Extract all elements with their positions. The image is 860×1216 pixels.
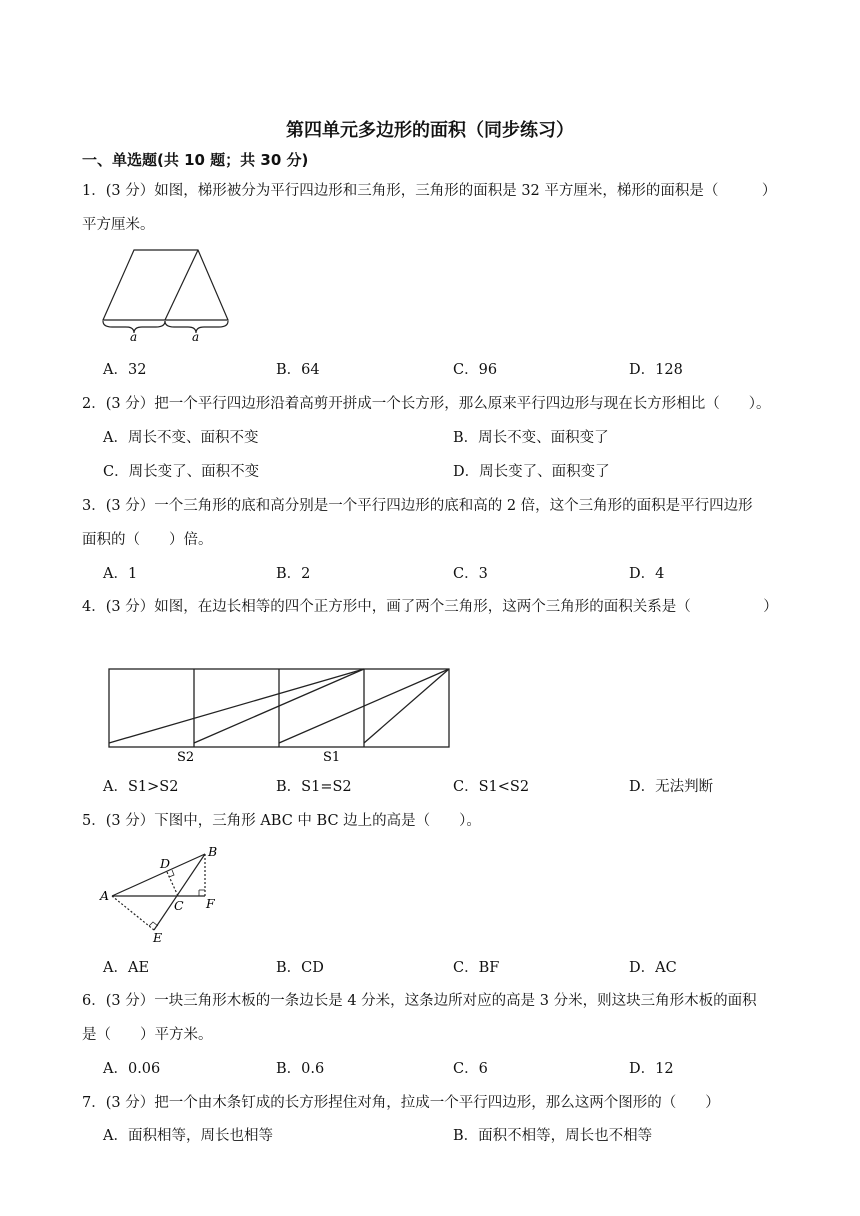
label-D: D [160, 856, 171, 871]
question-7-line-1: 7．(3 分）把一个由木条钉成的长方形捏住对角，拉成一个平行四边形，那么这两个图形的（ ） [82, 1095, 720, 1111]
question-5-line-1: 5．(3 分）下图中，三角形 ABC 中 BC 边上的高是（ ）。 [82, 813, 481, 829]
q4-option-a[interactable]: A．S1>S2 [103, 779, 179, 795]
q6-option-a[interactable]: A．0.06 [103, 1061, 161, 1077]
q7-option-b[interactable]: B．面积不相等，周长也不相等 [453, 1128, 653, 1144]
question-3-line-2: 面积的（ ）倍。 [82, 532, 213, 548]
q2-option-b[interactable]: B．周长不变、面积变了 [453, 430, 609, 446]
q1-option-b[interactable]: B．64 [276, 362, 320, 378]
q5-option-a[interactable]: A．AE [103, 960, 150, 976]
label-C: C [174, 898, 184, 913]
height-ae [112, 896, 154, 930]
trapezoid-figure [98, 245, 238, 345]
q1-option-c[interactable]: C．96 [453, 362, 498, 378]
q5-option-d[interactable]: D．AC [629, 960, 677, 976]
q3-option-d[interactable]: D．4 [629, 566, 665, 582]
q3-option-a[interactable]: A．1 [103, 566, 138, 582]
label-a-right: a [192, 330, 200, 344]
section-heading: 一、单选题(共 10 题；共 30 分) [82, 151, 309, 169]
question-6-line-1: 6．(3 分）一块三角形木板的一条边长是 4 分米，这条边所对应的高是 3 分米，则这块三角形木板的面积 [82, 993, 757, 1009]
question-1-line-2: 平方厘米。 [82, 217, 155, 233]
label-E: E [153, 930, 163, 945]
label-A: A [100, 888, 110, 903]
question-3-line-1: 3．(3 分）一个三角形的底和高分别是一个平行四边形的底和高的 2 倍，这个三角形的面积是平行四边形 [82, 498, 753, 514]
q6-option-d[interactable]: D．12 [629, 1061, 674, 1077]
label-a-left: a [130, 330, 138, 344]
q7-option-a[interactable]: A．面积相等，周长也相等 [103, 1128, 273, 1144]
q3-option-b[interactable]: B．2 [276, 566, 311, 582]
label-B: B [208, 844, 218, 859]
q3-option-c[interactable]: C．3 [453, 566, 488, 582]
trapezoid-outline [103, 250, 228, 320]
label-F: F [206, 896, 215, 911]
triangle-s2-edge-1 [109, 669, 364, 743]
label-s2: S2 [177, 750, 195, 765]
squares-figure [105, 665, 455, 765]
q6-option-b[interactable]: B．0.6 [276, 1061, 325, 1077]
q4-option-b[interactable]: B．S1=S2 [276, 779, 352, 795]
trapezoid-divider [165, 250, 198, 320]
triangle-abc-figure [98, 842, 228, 946]
page-title: 第四单元多边形的面积（同步练习） [286, 120, 574, 141]
q6-option-c[interactable]: C．6 [453, 1061, 488, 1077]
question-1-line-1: 1．(3 分）如图，梯形被分为平行四边形和三角形，三角形的面积是 32 平方厘米，梯形的面积是（ ） [82, 183, 777, 199]
q2-option-d[interactable]: D．周长变了、面积变了 [453, 464, 610, 480]
q2-option-c[interactable]: C．周长变了、面积不变 [103, 464, 260, 480]
q5-option-b[interactable]: B．CD [276, 960, 324, 976]
triangle-s1-edge-2 [364, 669, 449, 743]
q1-option-a[interactable]: A．32 [103, 362, 147, 378]
label-s1: S1 [323, 750, 341, 765]
question-6-line-2: 是（ ）平方米。 [82, 1027, 213, 1043]
q4-option-d[interactable]: D．无法判断 [629, 779, 714, 795]
question-4-line-1: 4．(3 分）如图，在边长相等的四个正方形中，画了两个三角形，这两个三角形的面积关系是（ ） [82, 599, 778, 615]
q2-option-a[interactable]: A．周长不变、面积不变 [103, 430, 259, 446]
question-2-line-1: 2．(3 分）把一个平行四边形沿着高剪开拼成一个长方形，那么原来平行四边形与现在长方形相比（ ）。 [82, 396, 771, 412]
q4-option-c[interactable]: C．S1<S2 [453, 779, 530, 795]
q5-option-c[interactable]: C．BF [453, 960, 500, 976]
q1-option-d[interactable]: D．128 [629, 362, 683, 378]
